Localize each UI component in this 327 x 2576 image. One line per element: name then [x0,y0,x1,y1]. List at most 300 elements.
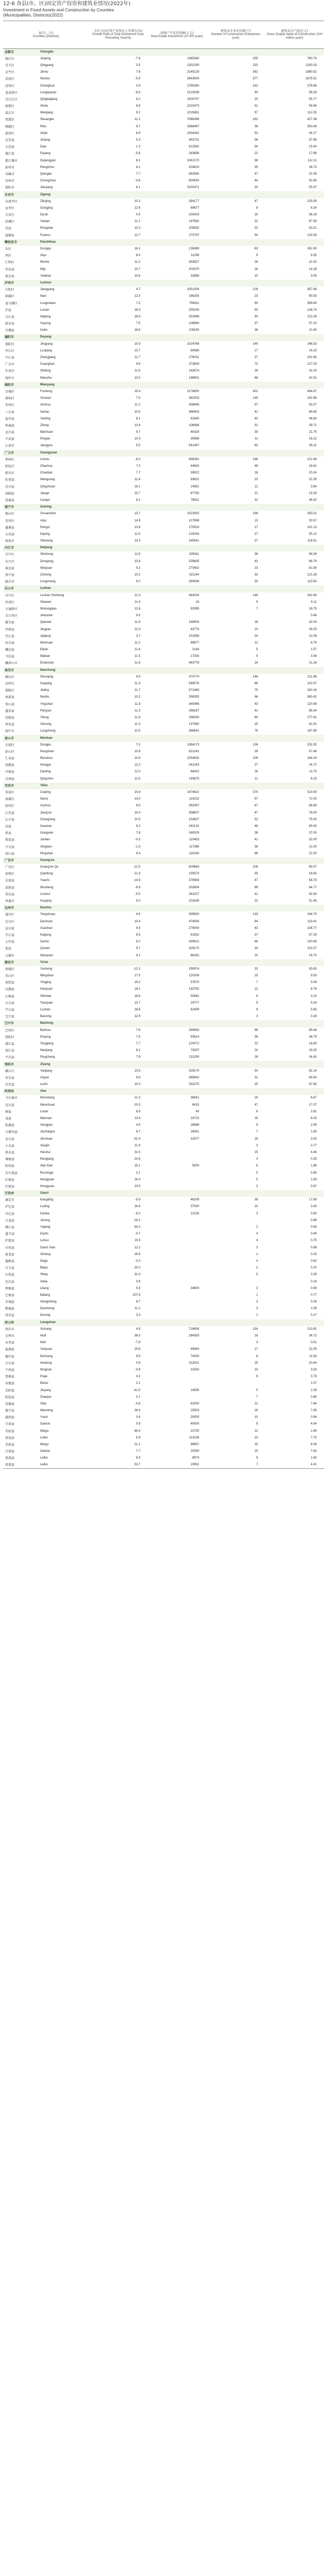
cell-gross-output: 34.72 [308,1334,317,1338]
city-row [3,334,324,341]
cell-gross-output: 2.39 [310,1388,317,1392]
cell-construction-units: 15 [254,974,258,978]
cell-name-zh: 丹巴县 [5,1212,15,1216]
cell-investment-growth: 11.2 [134,641,141,645]
city-row [3,280,324,286]
cell-real-estate: 28888 [190,1124,200,1127]
cell-name-en: Aba [40,1090,46,1093]
cell-real-estate: 127696 [189,519,200,522]
county-row [3,218,324,225]
cell-investment-growth: 207.5 [133,1293,141,1297]
cell-gross-output: 363.42 [307,696,317,699]
county-row [3,674,324,681]
county-row [3,633,324,640]
cell-name-en: Yanjiang [40,1069,52,1073]
cell-construction-units [206,1278,265,1285]
county-row [3,945,324,952]
cell-construction-units: 5 [256,600,258,604]
cell-name-zh: 渠县 [5,947,12,951]
cell-gross-output [265,450,324,456]
table-body [3,49,324,1469]
cell-name-en: Gaoxian [40,824,52,828]
cell-real-estate: 600663 [189,866,200,869]
cell-name-zh: 甘孜州 [5,1192,14,1196]
cell-real-estate: 321144 [189,573,200,577]
cell-investment-growth: 15.1 [134,1164,141,1168]
cell-investment-growth: -6.2 [135,1212,141,1215]
cell-name-en: Huidong [40,1361,52,1365]
cell-gross-output: 0.98 [310,1246,317,1249]
cell-name-zh: 新津区 [5,131,15,135]
cell-investment-growth: 12.3 [134,628,141,631]
cell-construction-units: 8 [256,1422,258,1426]
cell-real-estate: 366641 [189,730,200,733]
county-row [3,252,324,259]
cell-real-estate: 2643004 [187,77,200,81]
cell-name-zh: 宝兴县 [5,1015,15,1019]
cell-name-zh: 平昌县 [5,1056,15,1060]
cell-name-en: Tianquan [40,1001,53,1005]
city-row [3,49,324,56]
cell-real-estate: 106984 [189,322,200,326]
cell-real-estate [148,382,206,388]
cell-investment-growth: 5.9 [136,1436,141,1439]
cell-construction-units: 36 [254,845,258,849]
cell-name-en: Daocheng [40,1307,55,1311]
cell-gross-output: 21.18 [308,662,317,665]
cell-gross-output: 9.53 [310,974,317,978]
city-row [3,959,324,966]
cell-gross-output: 33.57 [308,519,317,522]
cell-name-zh: 龙马潭区 [5,301,18,306]
cell-name-zh: 甘洛县 [5,1422,15,1427]
cell-name-en: Junlian [40,838,50,842]
cell-name-en: Luzhou [40,281,52,284]
cell-construction-units: 33 [254,573,258,577]
cell-construction-units: 370 [253,791,258,794]
cell-real-estate: 821241 [189,750,200,753]
cell-investment-growth: 3.5 [136,63,141,67]
cell-construction-units: 39 [254,1198,258,1202]
cell-construction-units: 63 [254,444,258,448]
county-row [3,755,324,762]
cell-gross-output: 118.51 [307,539,317,543]
cell-name-zh: 平武县 [5,437,15,442]
cell-investment-growth: 8.1 [136,417,141,420]
cell-name-zh: 红原县 [5,1178,15,1182]
cell-name-en: Mianyang [40,383,55,386]
cell-gross-output [265,1088,324,1095]
cell-name-zh: 剑阁县 [5,492,15,496]
cell-name-en: Langzhong [40,730,56,733]
city-row [3,1061,324,1067]
cell-investment-growth: 10.2 [134,573,141,577]
cell-real-estate: 11299 [190,254,200,258]
cell-gross-output: 69.54 [308,1076,317,1079]
cell-gross-output: 7.73 [310,1436,317,1439]
cell-name-zh: 西区 [5,254,12,258]
cell-name-en: Jintang [40,139,51,142]
cell-gross-output: 96.79 [308,560,317,563]
cell-real-estate: 373809 [189,363,200,366]
county-row [3,1081,324,1088]
cell-name-en: Anju [40,519,46,522]
cell-investment-growth: 12.6 [134,206,141,210]
cell-gross-output: 225.93 [307,199,317,203]
cell-name-zh: 资中县 [5,573,15,578]
cell-name-zh: 苍溪县 [5,498,15,502]
cell-name-zh: 盐亭县 [5,417,15,421]
cell-gross-output: 11.70 [309,770,317,774]
cell-gross-output [265,585,324,592]
cell-name-zh: 成都市 [5,50,14,54]
cell-construction-units: 41 [254,709,258,713]
county-row [3,973,324,979]
cell-construction-units: 25 [254,1361,258,1365]
cell-name-en: Danba [40,1212,50,1215]
cell-investment-growth: 11.6 [134,478,141,482]
county-row [3,864,324,871]
cell-name-zh: 红原县 [5,1184,15,1189]
cell-name-zh: 乐至县 [5,1083,15,1087]
county-row [3,1163,324,1170]
cell-construction-units: 35 [254,165,258,169]
cell-investment-growth: 8.1 [136,159,141,162]
cell-construction-units: 27 [254,526,258,529]
cell-gross-output: 20.44 [308,1361,317,1365]
county-row [3,939,324,945]
cell-name-en: Zizhong [40,573,52,577]
cell-name-zh: 阆中市 [5,730,15,734]
cell-name-en: Mianzhu [40,376,52,380]
cell-name-zh: 宜宾市 [5,784,14,788]
county-row [3,184,324,191]
cell-investment-growth [89,1020,148,1027]
cell-name-zh: 叙永县 [5,322,15,326]
cell-name-zh: 金堂县 [5,139,15,143]
cell-name-en: Ganzi [40,1192,49,1195]
cell-construction-units: 33 [254,967,258,971]
cell-real-estate: 186255 [189,295,200,298]
cell-construction-units: 8 [256,206,258,210]
cell-name-en: Yanting [40,417,51,420]
cell-investment-growth: -16.1 [133,1218,141,1222]
cell-investment-growth: 0.9 [136,84,141,88]
cell-investment-growth: 11.7 [134,356,141,360]
county-row [3,56,324,62]
cell-real-estate: 24777 [190,1001,200,1005]
cell-name-zh: 合江县 [5,315,15,319]
cell-investment-growth: 12.5 [134,777,141,781]
cell-name-en: Ebian [40,648,48,652]
county-row [3,1394,324,1401]
cell-name-zh: 汉源县 [5,988,15,992]
cell-real-estate: 571484 [189,689,200,692]
cell-investment-growth: 10.8 [134,560,141,563]
cell-name-zh: 凉山州 [5,1320,14,1325]
cell-real-estate: 46854 [190,1348,200,1351]
cell-investment-growth [89,334,148,341]
cell-construction-units [206,735,265,741]
cell-name-en: Baiyu [40,1266,48,1270]
cell-name-en: Jinkouhe [40,614,53,618]
cell-gross-output [265,280,324,286]
cell-name-en: Yilong [40,716,49,719]
cell-construction-units: 149 [253,397,258,400]
cell-investment-growth: 11.3 [134,709,141,713]
cell-construction-units: 9 [256,1375,258,1379]
cell-gross-output: 357.48 [307,288,317,292]
cell-construction-units: 24 [254,1049,258,1053]
cell-name-en: Butuo [40,1382,48,1385]
cell-name-zh: 昭觉县 [5,1395,15,1399]
cell-gross-output: 21.00 [308,852,317,855]
cell-name-en: Cuiping [40,791,51,794]
county-row [3,497,324,504]
cell-name-zh: 资阳市 [5,1062,14,1066]
cell-gross-output: 44.17 [308,131,317,135]
cell-name-en: Anzhou [40,403,51,407]
cell-name-zh: 大英县 [5,532,15,536]
cell-name-zh: 金川县 [5,1137,15,1141]
cell-gross-output: 3.64 [310,485,317,488]
cell-investment-growth: -5.9 [135,1198,141,1202]
cell-real-estate: 242131 [189,824,200,828]
cell-construction-units: 6 [256,994,258,998]
cell-name-en: Hanyuan [40,988,53,991]
cell-gross-output: 57.99 [308,139,317,142]
cell-gross-output: 72.00 [308,798,317,801]
cell-real-estate: 68422 [190,770,200,774]
cell-investment-growth: 11.8 [134,648,141,652]
cell-real-estate: 66182 [190,954,200,957]
county-row [3,273,324,280]
cell-investment-growth: 10.4 [134,811,141,815]
cell-name-en: Fucheng [40,389,53,393]
cell-name-en: Songpan [40,1124,53,1127]
county-row [3,76,324,82]
cell-investment-growth: 18.9 [134,315,141,318]
cell-name-en: Ma'erkang [40,1096,55,1100]
cell-investment-growth: -6.9 [135,886,141,889]
cell-real-estate [148,1143,206,1149]
cell-investment-growth: -1.3 [135,845,141,849]
cell-name-en: Xiangcheng [40,1300,57,1304]
cell-construction-units: 23 [254,227,258,230]
county-row [3,1312,324,1319]
cell-name-en: Chuanshan [40,512,56,516]
cell-real-estate: 319170 [189,947,200,951]
cell-construction-units [206,613,265,619]
cell-gross-output: 9.35 [310,254,317,258]
cell-investment-growth [89,239,148,246]
county-row [3,158,324,164]
cell-real-estate: 169904 [189,621,200,624]
cell-real-estate: 474094 [189,920,200,923]
cell-name-zh: 乐山市 [5,587,14,591]
cell-construction-units: 9 [256,655,258,658]
cell-real-estate: 325911 [189,553,200,556]
county-row [3,300,324,307]
cell-name-en: Hejiang [40,315,51,318]
county-row [3,919,324,925]
cell-construction-units: 36 [254,1035,258,1039]
cell-construction-units: 43 [254,702,258,706]
cell-real-estate: 137480 [189,723,200,726]
cell-real-estate: 5000 [192,1164,200,1168]
cell-gross-output: 0.94 [310,1416,317,1419]
cell-gross-output: 1.07 [310,1382,317,1385]
cell-gross-output: 8.24 [310,206,317,210]
cell-real-estate: 2254832 [187,757,200,760]
cell-name-en: Dongxing [40,560,54,563]
cell-construction-units: 4 [256,1239,258,1243]
cell-name-zh: 南溪区 [5,798,15,802]
cell-name-zh: 雷波县 [5,1456,15,1461]
cell-construction-units: 24 [254,662,258,665]
cell-gross-output: 16.22 [308,437,317,441]
cell-investment-growth: 9.0 [136,614,141,618]
county-row [3,1156,324,1163]
county-row [3,803,324,809]
county-row [3,1401,324,1408]
cell-construction-units: 19 [254,1137,258,1141]
cell-gross-output: 0.85 [310,1395,317,1399]
cell-name-en: Litang [40,1286,49,1290]
cell-real-estate [148,1231,206,1238]
cell-investment-growth: 4.7 [136,288,141,292]
cell-name-en: Huili [40,1334,46,1338]
county-row [3,1265,324,1272]
cell-construction-units: 2 [256,1314,258,1317]
county-row [3,687,324,694]
county-row [3,96,324,103]
cell-name-zh: 隆昌市 [5,580,15,584]
cell-gross-output: 1.63 [310,1178,317,1181]
cell-investment-growth: 9.1 [136,954,141,957]
cell-real-estate: 296290 [189,716,200,719]
cell-real-estate: 16 [195,600,200,604]
cell-construction-units: 51 [254,105,258,108]
cell-real-estate: 270919 [189,526,200,529]
cell-name-en: Jinniu [40,71,48,74]
cell-gross-output: 38.73 [308,165,317,169]
cell-real-estate: 117386 [189,845,200,849]
cell-real-estate: 273402 [189,566,200,570]
title-chinese: 12-6 各县(市、区)固定资产投资和建筑业情况(2022年) [3,1,130,7]
cell-construction-units: 5 [256,1388,258,1392]
cell-name-zh: 沙湾区 [5,600,15,604]
cell-investment-growth: 7.8 [136,832,141,835]
cell-real-estate: 17330 [190,655,200,658]
cell-investment-growth: -0.8 [135,179,141,183]
cell-real-estate: 1000707 [187,97,200,101]
cell-name-en: Nanchong [40,668,56,672]
cell-name-en: Panzhihua [40,240,56,244]
cell-investment-growth: 15.4 [134,389,141,393]
county-row [3,110,324,116]
county-row [3,1380,324,1387]
cell-real-estate: 40000 [190,1422,200,1426]
cell-real-estate: 108190 [189,329,200,332]
cell-gross-output: 0.16 [310,1280,317,1283]
cell-gross-output: 0.51 [310,1341,317,1345]
cell-name-zh: 锦江区 [5,57,15,61]
county-row [3,1326,324,1333]
cell-real-estate: 131250 [189,1056,200,1059]
cell-construction-units: 75 [254,689,258,692]
cell-gross-output [265,905,324,911]
cell-name-zh: 屏山县 [5,852,15,856]
cell-gross-output: 5.34 [310,1001,317,1005]
cell-real-estate: 2164 [192,648,200,652]
cell-name-en: Qingchuan [40,485,55,488]
cell-name-zh: 崇州市 [5,179,15,183]
cell-gross-output: 32.00 [308,838,317,842]
cell-name-en: Muli [40,1341,46,1345]
county-row [3,490,324,497]
cell-name-zh: 长宁县 [5,818,15,822]
city-row [3,1088,324,1095]
cell-construction-units: 26 [254,1056,258,1059]
cell-name-en: Jialing [40,689,49,692]
cell-name-zh: 安居区 [5,519,15,523]
cell-construction-units: 162 [253,84,258,88]
county-row [3,422,324,429]
cell-name-en: Shiqu [40,1273,48,1277]
county-row [3,375,324,382]
county-row [3,932,324,939]
cell-name-zh: 得荣县 [5,1314,15,1318]
cell-investment-growth: 12.8 [134,553,141,556]
cell-construction-units: 22 [254,900,258,903]
county-row [3,1448,324,1455]
cell-name-en: Lushan [40,1008,51,1012]
cell-gross-output: 53.37 [308,403,317,407]
cell-construction-units: 401 [253,389,258,393]
cell-investment-growth: 19.2 [134,981,141,985]
cell-name-en: Shawan [40,600,52,604]
cell-name-zh: 德昌县 [5,1354,15,1359]
cell-investment-growth [89,783,148,789]
cell-construction-units [206,1380,265,1387]
cell-investment-growth: 8.7 [136,1130,141,1134]
cell-real-estate: 50581 [190,994,200,998]
cell-real-estate: 73007 [190,1049,200,1053]
county-row [3,484,324,490]
cell-name-en: Nanbu [40,696,50,699]
county-row [3,266,324,273]
county-row [3,1428,324,1435]
cell-construction-units: 10 [254,1368,258,1371]
county-row [3,538,324,545]
county-row [3,1170,324,1176]
cell-real-estate: 1051306 [187,288,200,292]
cell-name-en: Xinlong [40,1252,51,1256]
cell-gross-output: 7.62 [310,1450,317,1453]
county-row [3,830,324,837]
cell-gross-output: 22.05 [308,1348,317,1351]
cell-construction-units: 7 [256,607,258,611]
cell-real-estate [148,1245,206,1251]
cell-investment-growth: 7.9 [136,1056,141,1059]
cell-name-zh: 兴文县 [5,845,15,849]
cell-name-zh: 理县 [5,1110,12,1114]
cell-real-estate: 1042170 [187,159,200,162]
cell-investment-growth: 10.8 [134,791,141,794]
cell-name-zh: 安州区 [5,403,15,408]
cell-gross-output: 0.78 [310,1375,317,1379]
